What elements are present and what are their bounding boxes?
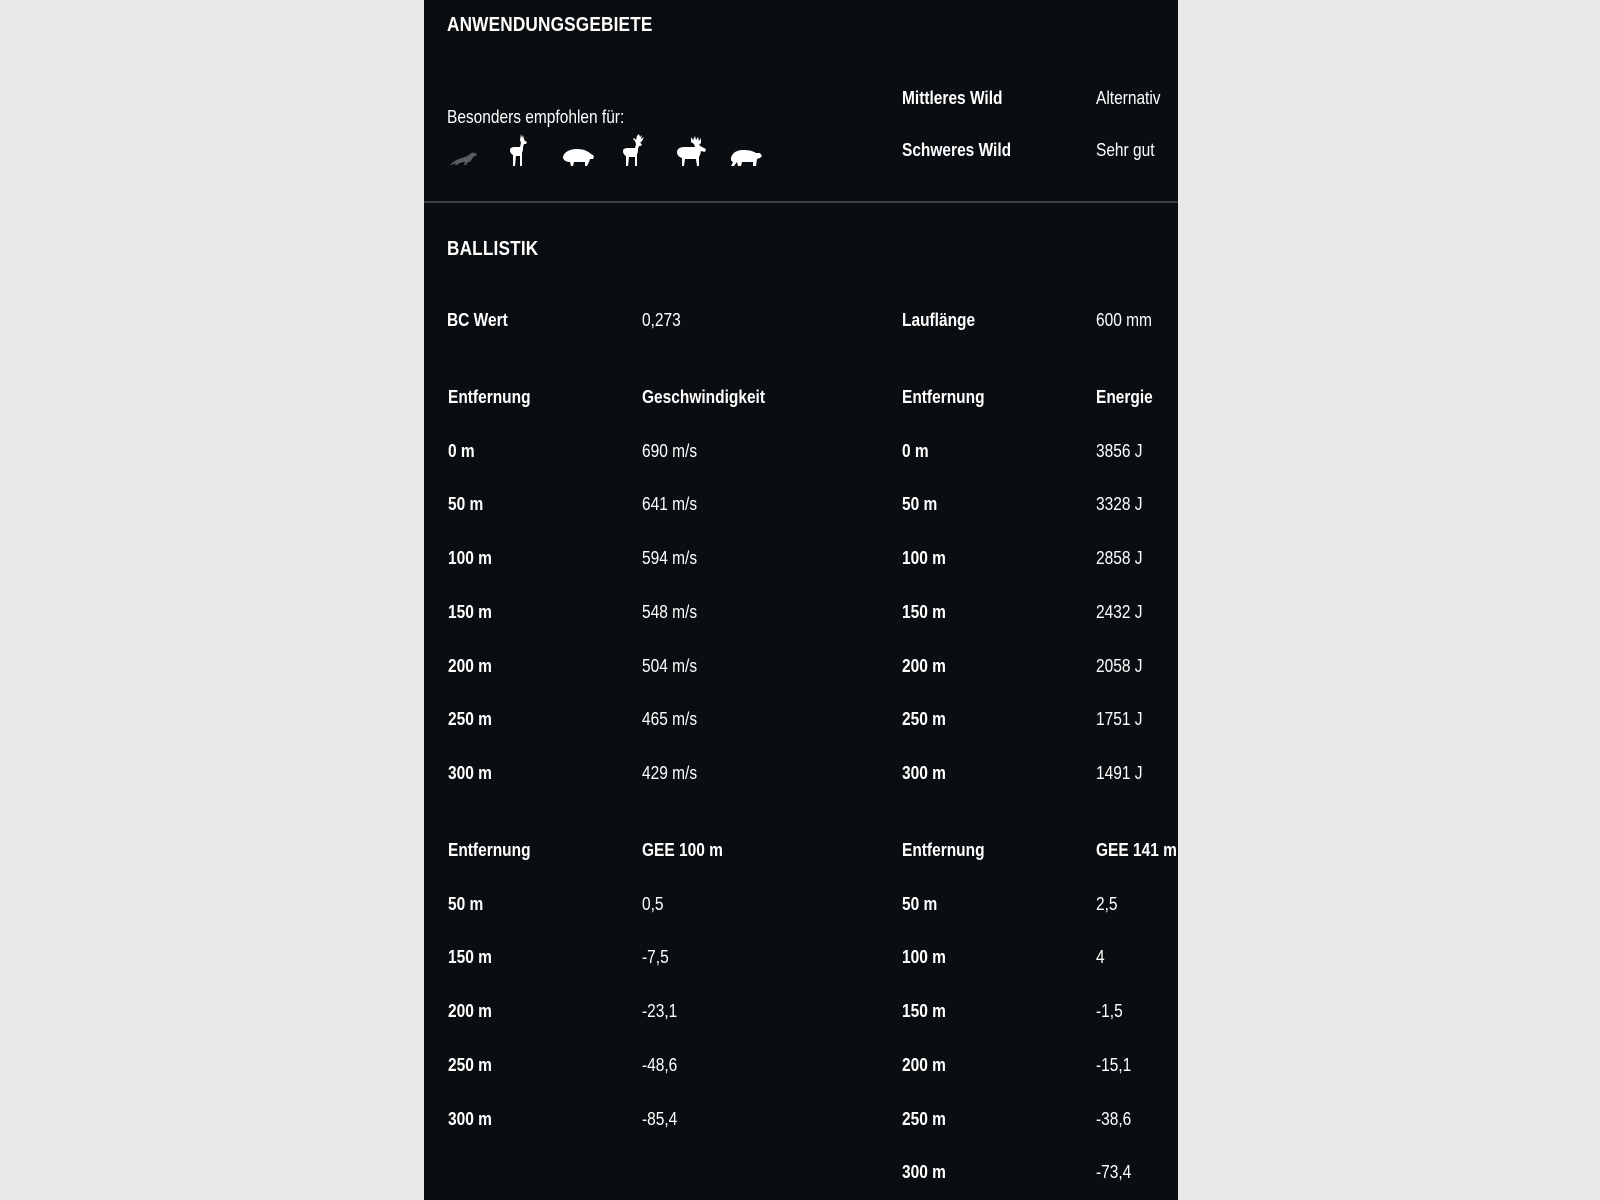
table-row-distance: 300 m [448, 1109, 492, 1129]
table-row-value: 594 m/s [642, 548, 698, 568]
table-row-value: 641 m/s [642, 494, 698, 514]
table-header-distance: Entfernung [902, 387, 985, 407]
game-icon-list [449, 133, 785, 167]
table-row-distance: 250 m [902, 709, 946, 729]
table-row-distance: 150 m [902, 602, 946, 622]
table-row-value: 2,5 [1096, 894, 1118, 914]
table-header-value: Geschwindigkeit [642, 387, 766, 407]
table-row-distance: 300 m [902, 1162, 946, 1182]
table-row-value: 4 [1096, 947, 1105, 967]
table-row-distance: 150 m [902, 1001, 946, 1021]
table-row-value: -7,5 [642, 947, 669, 967]
table-header-value: GEE 100 m [642, 840, 723, 860]
table-row-value: 429 m/s [642, 763, 698, 783]
table-row-distance: 150 m [448, 947, 492, 967]
table-row-distance: 0 m [448, 441, 475, 461]
table-row-value: 548 m/s [642, 602, 698, 622]
table-row-distance: 50 m [448, 894, 484, 914]
table-row-distance: 50 m [902, 894, 938, 914]
table-row-distance: 100 m [902, 947, 946, 967]
table-row-distance: 100 m [902, 548, 946, 568]
table-header-value: GEE 141 m [1096, 840, 1177, 860]
table-row-distance: 50 m [902, 494, 938, 514]
table-row-distance: 250 m [902, 1109, 946, 1129]
table-row-distance: 300 m [448, 763, 492, 783]
table-row-value: 3856 J [1096, 441, 1143, 461]
marten-icon [449, 133, 505, 167]
table-row-value: 2432 J [1096, 602, 1143, 622]
table-row-value: 2858 J [1096, 548, 1143, 568]
table-row-distance: 50 m [448, 494, 484, 514]
table-row-distance: 250 m [448, 1055, 492, 1075]
bc-label: BC Wert [447, 310, 508, 330]
table-row-value: -15,1 [1096, 1055, 1132, 1075]
barrel-length-label: Lauflänge [902, 310, 976, 330]
table-row-value: -85,4 [642, 1109, 678, 1129]
table-row-value: 465 m/s [642, 709, 698, 729]
red-deer-icon [617, 133, 673, 167]
table-row-value: -23,1 [642, 1001, 678, 1021]
ballistics-section-title: BALLISTIK [447, 238, 539, 260]
table-row-distance: 200 m [448, 656, 492, 676]
table-row-distance: 150 m [448, 602, 492, 622]
table-row-value: 504 m/s [642, 656, 698, 676]
table-row-distance: 300 m [902, 763, 946, 783]
table-row-value: -73,4 [1096, 1162, 1132, 1182]
table-row-value: 2058 J [1096, 656, 1143, 676]
application-section-title: ANWENDUNGSGEBIETE [447, 14, 653, 36]
table-row-value: -38,6 [1096, 1109, 1132, 1129]
table-header-distance: Entfernung [448, 840, 531, 860]
table-row-value: 1751 J [1096, 709, 1143, 729]
table-row-value: 690 m/s [642, 441, 698, 461]
bear-icon [729, 133, 785, 167]
table-row-value: -1,5 [1096, 1001, 1123, 1021]
rating-label-medium-game: Mittleres Wild [902, 88, 1003, 108]
table-row-distance: 100 m [448, 548, 492, 568]
moose-icon [673, 133, 729, 167]
rating-label-heavy-game: Schweres Wild [902, 140, 1012, 160]
bc-value: 0,273 [642, 310, 681, 330]
table-row-distance: 0 m [902, 441, 929, 461]
roe-deer-icon [505, 133, 561, 167]
table-row-value: -48,6 [642, 1055, 678, 1075]
rating-value-heavy-game: Sehr gut [1096, 140, 1155, 160]
table-row-value: 0,5 [642, 894, 664, 914]
table-header-value: Energie [1096, 387, 1153, 407]
product-details-panel [424, 0, 1178, 1200]
table-row-distance: 200 m [902, 656, 946, 676]
table-row-distance: 250 m [448, 709, 492, 729]
table-header-distance: Entfernung [448, 387, 531, 407]
table-row-distance: 200 m [902, 1055, 946, 1075]
rating-value-medium-game: Alternativ [1096, 88, 1161, 108]
section-divider [424, 201, 1178, 203]
barrel-length-value: 600 mm [1096, 310, 1152, 330]
wild-boar-icon [561, 133, 617, 167]
table-header-distance: Entfernung [902, 840, 985, 860]
recommended-label: Besonders empfohlen für: [447, 107, 625, 127]
table-row-distance: 200 m [448, 1001, 492, 1021]
table-row-value: 1491 J [1096, 763, 1143, 783]
table-row-value: 3328 J [1096, 494, 1143, 514]
